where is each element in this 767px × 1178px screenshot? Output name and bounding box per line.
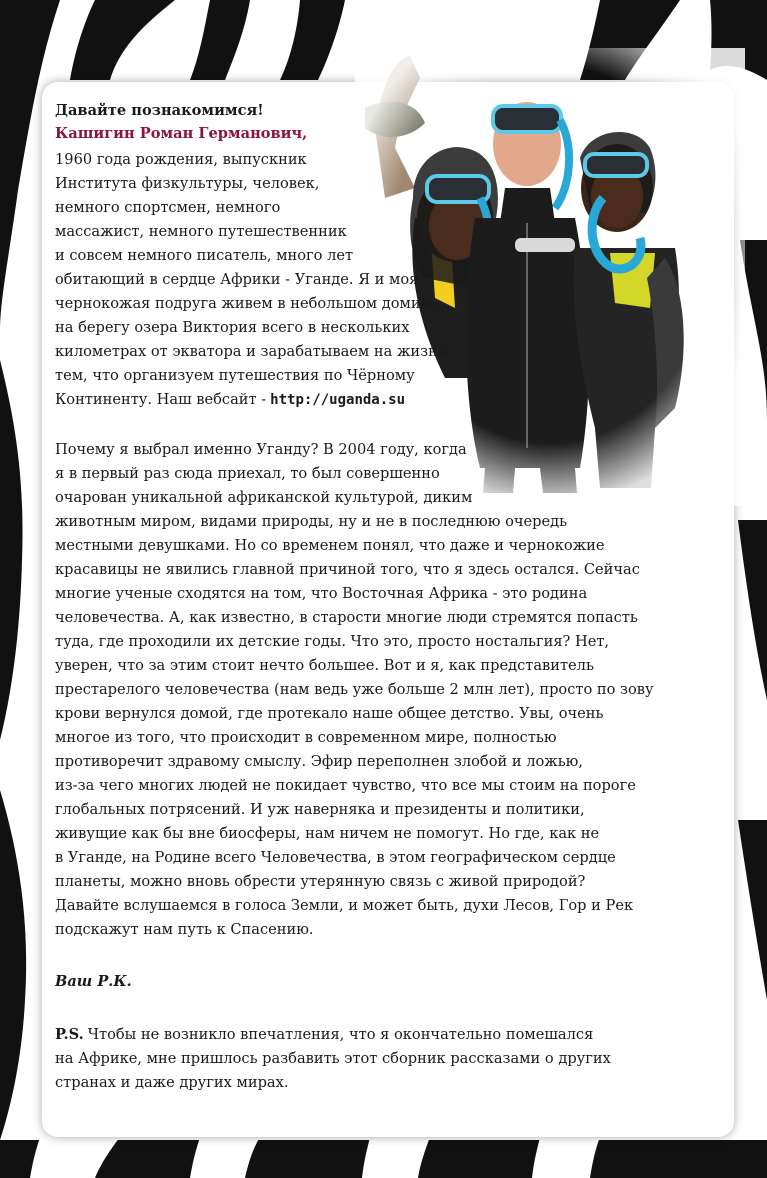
body-line: животным миром, видами природы, ну и не в последнюю очередь xyxy=(55,513,568,530)
ps-line: странах и даже других мирах. xyxy=(55,1074,289,1091)
ps-first-line: Чтобы не возникло впечатления, что я окончательно помешался xyxy=(87,1026,594,1043)
intro-line: массажист, немного путешественник xyxy=(55,223,347,240)
body-line: уверен, что за этим стоит нечто большее. Вот и я, как представитель xyxy=(55,657,594,674)
signature: Ваш Р.К. xyxy=(55,973,132,990)
ps-line: на Африке, мне пришлось разбавить этот сборник рассказами о других xyxy=(55,1050,611,1067)
website-line xyxy=(55,390,405,410)
intro-line: 1960 года рождения, выпускник xyxy=(55,151,307,168)
intro-line: тем, что организуем путешествия по Чёрному xyxy=(55,367,415,384)
body-line: подскажут нам путь к Спасению. xyxy=(55,921,314,938)
website-prefix: Континенту. Наш вебсайт - xyxy=(55,391,267,408)
body-line: Почему я выбрал именно Уганду? В 2004 году, когда xyxy=(55,441,467,458)
intro-line: немного спортсмен, немного xyxy=(55,199,281,216)
body-line: из-за чего многих людей не покидает чувство, что все мы стоим на пороге xyxy=(55,777,636,794)
greeting: Давайте познакомимся! xyxy=(55,102,264,119)
body-line: многие ученые сходятся на том, что Восточная Африка - это родина xyxy=(55,585,588,602)
intro-line: километрах от экватора и зарабатываем на жизнь xyxy=(55,343,446,360)
body-line: туда, где проходили их детские годы. Что это, просто ностальгия? Нет, xyxy=(55,633,610,650)
ps-line xyxy=(55,1025,593,1045)
intro-line: чернокожая подруга живем в небольшом домике xyxy=(55,295,439,312)
body-line: очарован уникальной африканской культурой, диким xyxy=(55,489,473,506)
intro-line: и совсем немного писатель, много лет xyxy=(55,247,354,264)
body-line: крови вернулся домой, где протекало наше общее детство. Увы, очень xyxy=(55,705,604,722)
body-line: престарелого человечества (нам ведь уже больше 2 млн лет), просто по зову xyxy=(55,681,654,698)
intro-line: обитающий в сердце Африки - Уганде. Я и моя xyxy=(55,271,419,288)
website-link[interactable]: http://uganda.su xyxy=(270,392,406,408)
body-line: глобальных потрясений. И уж наверняка и президенты и политики, xyxy=(55,801,585,818)
author-name: Кашигин Роман Германович, xyxy=(55,125,308,142)
body-line: местными девушками. Но со временем понял, что даже и чернокожие xyxy=(55,537,605,554)
body-line: красавицы не явились главной причиной того, что я здесь остался. Сейчас xyxy=(55,561,640,578)
body-line: я в первый раз сюда приехал, то был совершенно xyxy=(55,465,440,482)
body-line: планеты, можно вновь обрести утерянную связь с живой природой? xyxy=(55,873,586,890)
body-line: человечества. А, как известно, в старости многие люди стремятся попасть xyxy=(55,609,638,626)
body-line: Давайте вслушаемся в голоса Земли, и может быть, духи Лесов, Гор и Рек xyxy=(55,897,634,914)
intro-line: Института физкультуры, человек, xyxy=(55,175,320,192)
ps-label: P.S. xyxy=(55,1026,84,1043)
body-line: противоречит здравому смыслу. Эфир переполнен злобой и ложью, xyxy=(55,753,583,770)
body-line: в Уганде, на Родине всего Человечества, в этом географическом сердце xyxy=(55,849,616,866)
body-line: многое из того, что происходит в современном мире, полностью xyxy=(55,729,557,746)
intro-line: на берегу озера Виктория всего в нескольких xyxy=(55,319,410,336)
body-line: живущие как бы вне биосферы, нам ничем не помогут. Но где, как не xyxy=(55,825,600,842)
